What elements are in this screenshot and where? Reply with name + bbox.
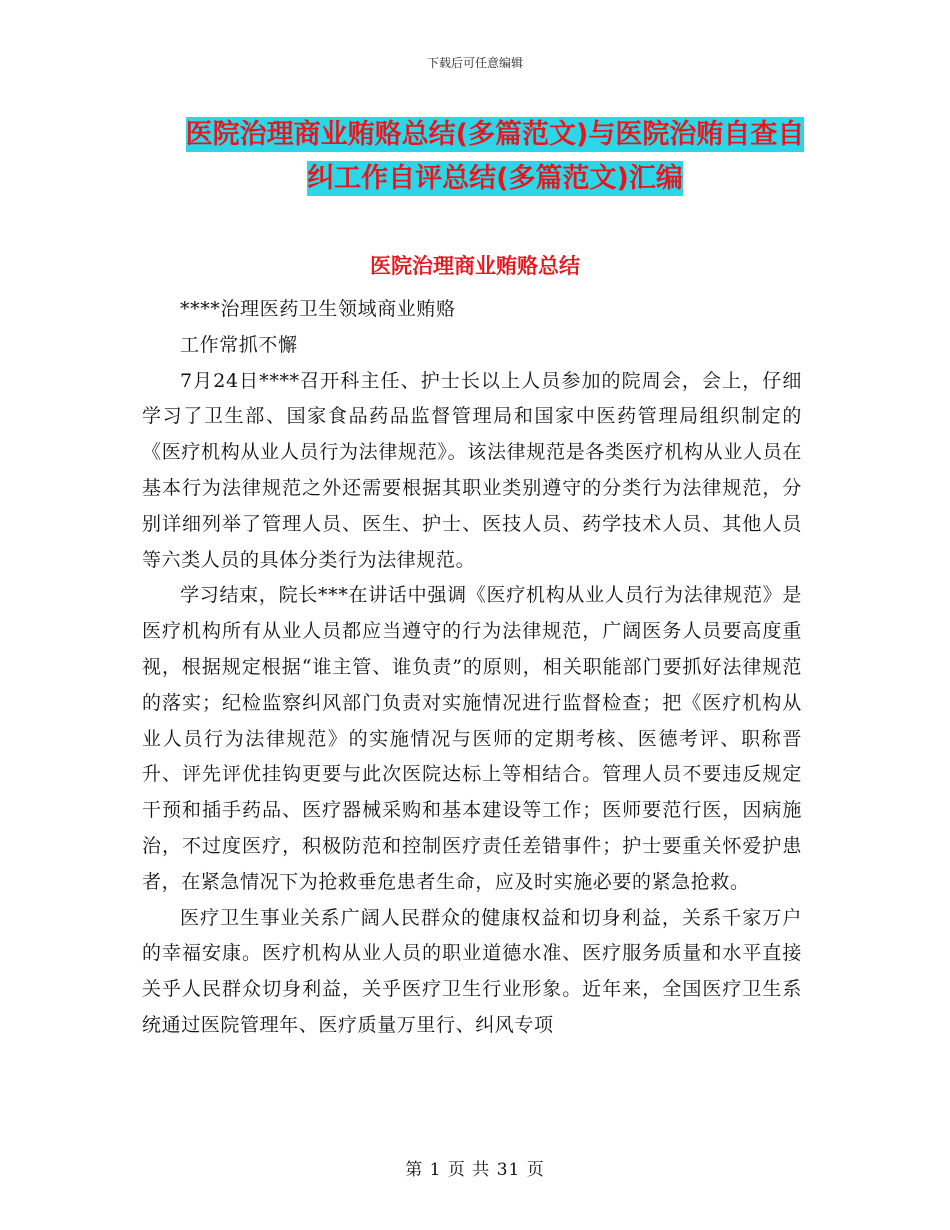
body-text (142, 292, 802, 1044)
paragraph: ****治理医药卫生领域商业贿赂 (180, 298, 456, 320)
title-line-1-text: 医院治理商业贿赂总结(多篇范文)与医院治贿自查自 (185, 119, 805, 150)
document-title-line-1 (120, 112, 870, 151)
paragraph: 7月24日****召开科主任、护士长以上人员参加的院周会，会上，仔细学习了卫生部、国家食品药品监督管理局和国家中医药管理局组织制定的《医疗机构从业人员行为法律规范》。该法律规范是各类医疗机构从业人员在基本行为法律规范之外还需要根据其职业类别遵守的分类行为法律规范，分别详细列举了管理人员、医生、护士、医技人员、药学技术人员、其他人员等六类人员的具体分类行为法律规范。 (142, 369, 802, 571)
header-note: 下载后可任意编辑 (426, 56, 523, 70)
paragraph: 学习结束，院长***在讲话中强调《医疗机构从业人员行为法律规范》是医疗机构所有从业人员都应当遵守的行为法律规范，广阔医务人员要高度重视，根据规定根据“谁主管、谁负责”的原则，相关职能部门要抓好法律规范的落实；纪检监察纠风部门负责对实施情况进行监督检查；把《医疗机构从业人员行为法律规范》的实施情况与医师的定期考核、医德考评、职称晋升、评先评优挂钩更要与此次医院达标上等相结合。管理人员不要违反规定干预和插手药品、医疗器械采购和基本建设等工作；医师要范行医，因病施治，不过度医疗，积极防范和控制医疗责任差错事件；护士要重关怀爱护患者，在紧急情况下为抢救垂危患者生命，应及时实施必要的紧急抢救。 (142, 584, 802, 893)
title-line-2-text: 纠工作自评总结(多篇范文)汇编 (307, 163, 683, 194)
paragraph: 医疗卫生事业关系广阔人民群众的健康权益和切身利益，关系千家万户的幸福安康。医疗机构从业人员的职业道德水准、医疗服务质量和水平直接关乎人民群众切身利益，关乎医疗卫生行业形象。近年来，全国医疗卫生系统通过医院管理年、医疗质量万里行、纠风专项 (142, 906, 802, 1036)
page-footer: 第 1 页 共 31 页 (405, 1160, 545, 1180)
paragraph: 工作常抓不懈 (180, 333, 298, 356)
section-title: 医院治理商业贿赂总结 (370, 254, 580, 278)
document-title-line-2 (120, 156, 870, 195)
